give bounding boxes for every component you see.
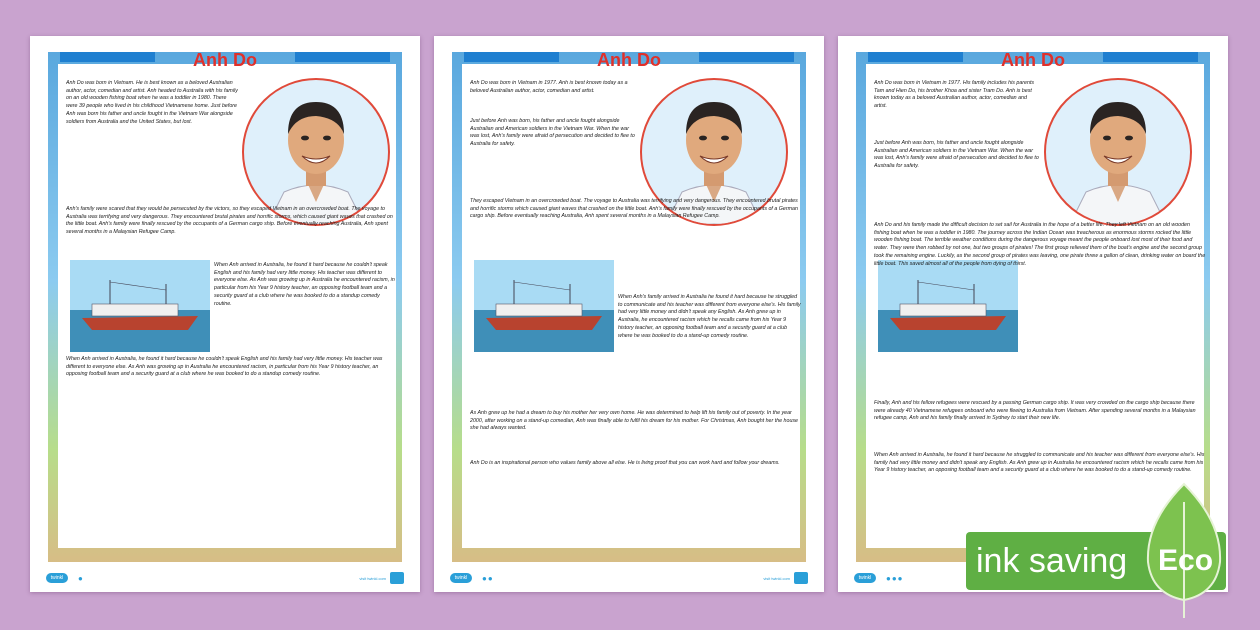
paragraph: Anh Do was born in Vietnam in 1977. His family includes his parents Tam and Hien Do, his brother Khoa and sister Tram Do. Anh is best known today as a beloved Australian author, actor, comedian and artist.	[874, 80, 1035, 110]
difficulty-dots: ●●●	[886, 574, 904, 583]
paragraph: Anh Do was born in Vietnam in 1977. Anh is best known today as a beloved Australian author, actor, comedian and artist.	[470, 80, 628, 94]
paragraph: Just before Anh was born, his father and uncle fought alongside Australian and American soldiers in the Vietnam War. When the war was lost, Anh's family were afraid of persecution and decided to flee to Australia for safety.	[874, 140, 1039, 170]
twinkl-badge-icon	[390, 572, 404, 584]
ink-saving-label: ink saving	[976, 542, 1128, 580]
twinkl-logo: twinkl	[854, 573, 876, 583]
paragraph: They escaped Vietnam in an overcrowded boat. The voyage to Australia was terrifying and very dangerous. They encountered brutal pirates and horrific storms which caused giant waves that crashed on the little boat. Anh's family were finally rescued by the occupants of a German cargo ship. Before eventually reaching Australia, Anh spent several months in a Malaysian Refugee Camp.	[470, 198, 798, 220]
twinkl-logo: twinkl	[450, 573, 472, 583]
portrait-image	[242, 78, 390, 226]
paragraph: Anh Do is an inspirational person who values family above all else. He is living proof that you can work hard and follow your dreams.	[470, 460, 780, 466]
paragraph: When Anh arrived in Australia, he found it hard because he couldn't speak English and his family had very little money. His teacher was different to everyone else. As Anh was growing up in Australia he encountered racism, in particular from his Year 9 history teacher, an opposing football team and a security guard at a club where he was booked to do a standup comedy routine.	[214, 262, 395, 307]
paragraph: When Anh arrived in Australia, he found it hard because he couldn't speak English and his family had very little money. His teacher was different to everyone else. As Anh was growing up in Australia he encountered racism, in particular from his Year 9 history teacher, an opposing football team and a security guard at a club where he was booked to do a standup comedy routine.	[66, 356, 383, 378]
page-title: Anh Do	[193, 50, 257, 70]
paragraph: Finally, Anh and his fellow refugees were rescued by a passing German cargo ship. It was very crowded on the cargo ship because there were already 40 Vietnamese refugees onboard who were fleeing to Australia from Vietnam. After spending several months in a Malaysian refugee camp, Anh and his family finally arrived in Sydney to start their new life.	[874, 400, 1196, 422]
paragraph: Anh's family were scared that they would be persecuted by the victors, so they escaped Vietnam in an overcrowded boat. The voyage to Australia was terrifying and very dangerous. They encountered brutal pirates and horrific storms, which caused giant waves that crashed on the little boat. Anh's family were finally rescued by the occupants of a German cargo ship. Before eventually reaching Australia, Anh spent several months in a Malaysian Refugee Camp.	[66, 206, 393, 236]
footer-link[interactable]: visit twinkl.com	[763, 576, 790, 581]
paragraph: Just before Anh was born, his father and uncle fought alongside Australian and American soldiers in the Vietnam War. When the war was lost, Anh's family were afraid of persecution and decided to flee to Australia for safety.	[470, 118, 635, 148]
paragraph: When Anh arrived in Australia, he found it hard because he struggled to communicate and his teacher was different from everyone else's. His family had very little money and didn't speak any English. As Anh grew up in Australia he encountered racism which he recalls came from his Year 9 history teacher, an opposing football team and a security guard at a club where he was booked to do a stand-up comedy routine.	[874, 452, 1205, 474]
paragraph: When Anh's family arrived in Australia he found it hard because he struggled to communicate and his teacher was different from everyone else's. His family had very little money and didn't speak any English. As Anh grew up in Australia, he encountered racism which he recalls came from his Year 9 history teacher, an opposing football team and a security guard at a club where he was booked to do a stand-up comedy routine.	[618, 294, 801, 339]
page-footer	[434, 562, 824, 592]
paragraph: Anh Do was born in Vietnam. He is best known as a beloved Australian author, actor, comedian and artist. Anh headed to Australia with his family on an old wooden fishing boat when he was a toddler in 1980. There were 39 people who lived in his childhood Vietnamese home. Just before Anh was born his father and uncle fought in the Vietnam War alongside soldiers from Australia and the United States, but lost.	[66, 80, 238, 125]
eco-badge-label: Eco	[1158, 544, 1214, 577]
worksheet-page-2	[434, 36, 824, 592]
fishing-boat-image	[474, 260, 614, 352]
page-footer	[30, 562, 420, 592]
twinkl-logo: twinkl	[46, 573, 68, 583]
paragraph: Anh Do and his family made the difficult decision to set sail for Australia in the hope of a better life. They left Vietnam on an old wooden fishing boat when he was a toddler in 1980. The journey across the Indian Ocean was treacherous as enormous storms rocked the little wooden fishing boat. The terrible weather conditions during the dangerous voyage meant the people onboard lost most of their food and water. They were then robbed by not one, but two groups of pirates! The first group relieved them of the boat's engine and the second group took the remaining engine. Luckily, as the second group of pirates was leaving, one pirate threw a gallon of clean, drinking water on board the little boat. This saved almost all of the people from dying of thirst.	[874, 222, 1206, 267]
fishing-boat-image	[70, 260, 210, 352]
page-title: Anh Do	[597, 50, 661, 70]
page-title: Anh Do	[1001, 50, 1065, 70]
difficulty-dots: ●●	[482, 574, 494, 583]
portrait-image	[1044, 78, 1192, 226]
difficulty-dots: ●	[78, 574, 84, 583]
twinkl-badge-icon	[794, 572, 808, 584]
paragraph: As Anh grew up he had a dream to buy his mother her very own home. He was determined to help lift his family out of poverty. In the year 2000, after working on a stand-up comedian, Anh was finally able to fulfil his dream for his mother. For Christmas, Anh bought her the house she had always wanted.	[470, 410, 798, 432]
worksheet-page-1	[30, 36, 420, 592]
footer-link[interactable]: visit twinkl.com	[359, 576, 386, 581]
